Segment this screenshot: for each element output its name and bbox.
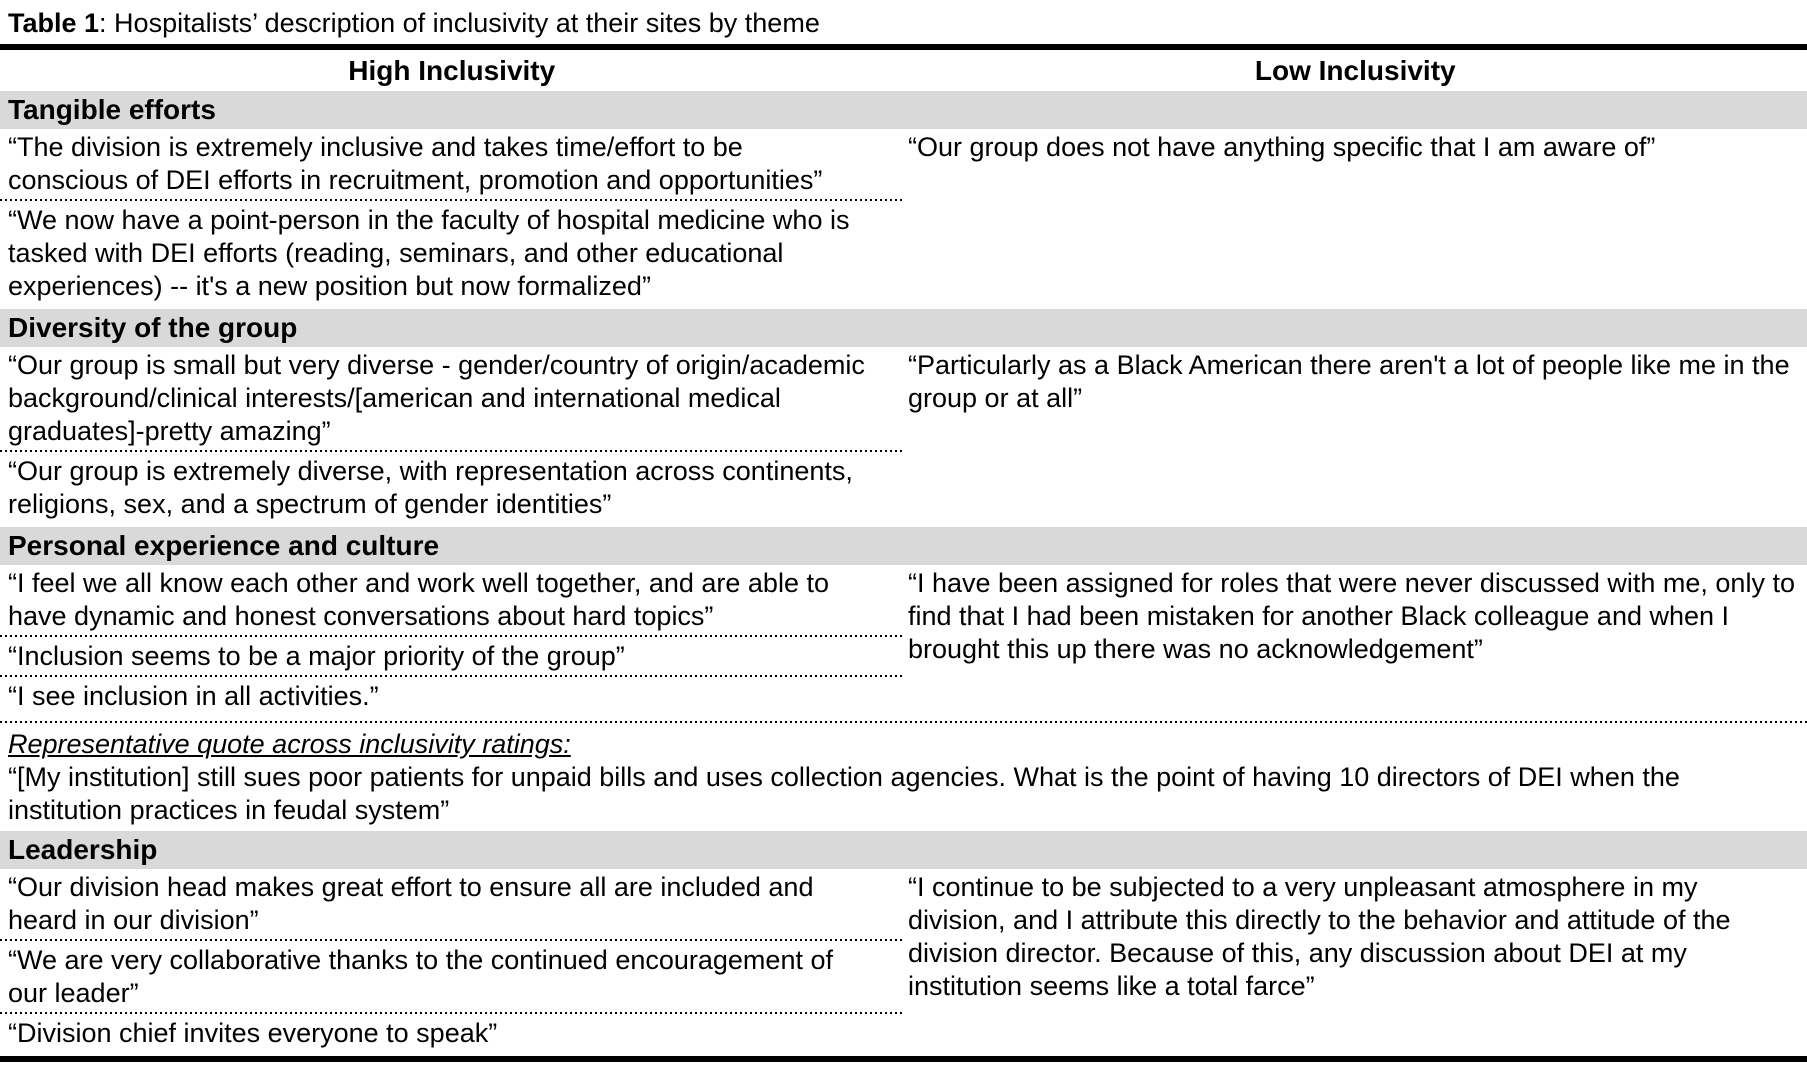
section-row-leadership: [0, 869, 1807, 1056]
quote: “Particularly as a Black American there aren't a lot of people like me in the group or at all”: [908, 350, 1790, 413]
section-header-leadership: Leadership: [0, 831, 1807, 869]
dotted-divider-full-width: [0, 721, 1807, 723]
high-inclusivity-cell: [0, 129, 902, 309]
section-row-tangible-efforts: [0, 129, 1807, 309]
section-row-diversity-of-the-group: [0, 347, 1807, 527]
quote: “Our division head makes great effort to ensure all are included and heard in our division”: [8, 872, 814, 935]
representative-quote-heading: Representative quote across inclusivity ratings:: [8, 729, 571, 759]
column-header-low-inclusivity: Low Inclusivity: [1254, 55, 1456, 86]
quote: “Our group is extremely diverse, with representation across continents, religions, sex, and a spectrum of gender identities”: [8, 456, 853, 519]
table-caption-text: : Hospitalists’ description of inclusivity at their sites by theme: [99, 8, 820, 38]
quote: “The division is extremely inclusive and takes time/effort to be conscious of DEI efforts in recruitment, promotion and opportunities”: [8, 132, 823, 195]
dotted-divider: [0, 450, 902, 452]
quote: “I have been assigned for roles that were never discussed with me, only to find that I had been mistaken for another Black colleague and when I brought this up there was no acknowledgement”: [908, 568, 1795, 664]
quote: “I continue to be subjected to a very unpleasant atmosphere in my division, and I attribute this directly to the behavior and attitude of the division director. Because of this, any discussion about DEI at my institution seems like a total farce”: [908, 872, 1731, 1001]
low-inclusivity-cell: [902, 347, 1807, 527]
quote: “I see inclusion in all activities.”: [8, 681, 379, 711]
section-header-personal-experience-and-culture: Personal experience and culture: [0, 527, 1807, 565]
column-header-high-inclusivity: High Inclusivity: [348, 55, 556, 86]
dotted-divider: [0, 675, 902, 677]
table-caption-label: Table 1: [8, 8, 100, 38]
quote: “I feel we all know each other and work well together, and are able to have dynamic and honest conversations about hard topics”: [8, 568, 829, 631]
quote: “Division chief invites everyone to speak”: [8, 1018, 498, 1048]
low-inclusivity-cell: [902, 565, 1807, 719]
high-inclusivity-cell: [0, 565, 902, 719]
section-row-personal-experience-and-culture: [0, 565, 1807, 719]
representative-quote-row: [0, 726, 1807, 831]
low-inclusivity-cell: [902, 869, 1807, 1056]
high-inclusivity-cell: [0, 869, 902, 1056]
low-inclusivity-cell: [902, 129, 1807, 309]
quote: “Our group does not have anything specific that I am aware of”: [908, 132, 1656, 162]
quote: “Our group is small but very diverse - gender/country of origin/academic background/clinical interests/[american and international medical graduates]-pretty amazing”: [8, 350, 865, 446]
representative-quote: “[My institution] still sues poor patients for unpaid bills and uses collection agencies. What is the point of having 10 directors of DEI when the institution practices in feudal system”: [8, 762, 1680, 825]
dotted-divider: [0, 199, 902, 201]
section-header-diversity-of-the-group: Diversity of the group: [0, 309, 1807, 347]
bottom-rule: [0, 1056, 1807, 1062]
dotted-divider: [0, 1012, 902, 1014]
quote: “We now have a point-person in the faculty of hospital medicine who is tasked with DEI efforts (reading, seminars, and other educational experiences) -- it's a new position but now formalized”: [8, 205, 850, 301]
high-inclusivity-cell: [0, 347, 902, 527]
section-header-tangible-efforts: Tangible efforts: [0, 91, 1807, 129]
dotted-divider: [0, 635, 902, 637]
column-header-row: [0, 50, 1807, 91]
dotted-divider: [0, 939, 902, 941]
quote: “Inclusion seems to be a major priority of the group”: [8, 641, 625, 671]
quote: “We are very collaborative thanks to the continued encouragement of our leader”: [8, 945, 833, 1008]
table-caption: [0, 0, 1807, 44]
